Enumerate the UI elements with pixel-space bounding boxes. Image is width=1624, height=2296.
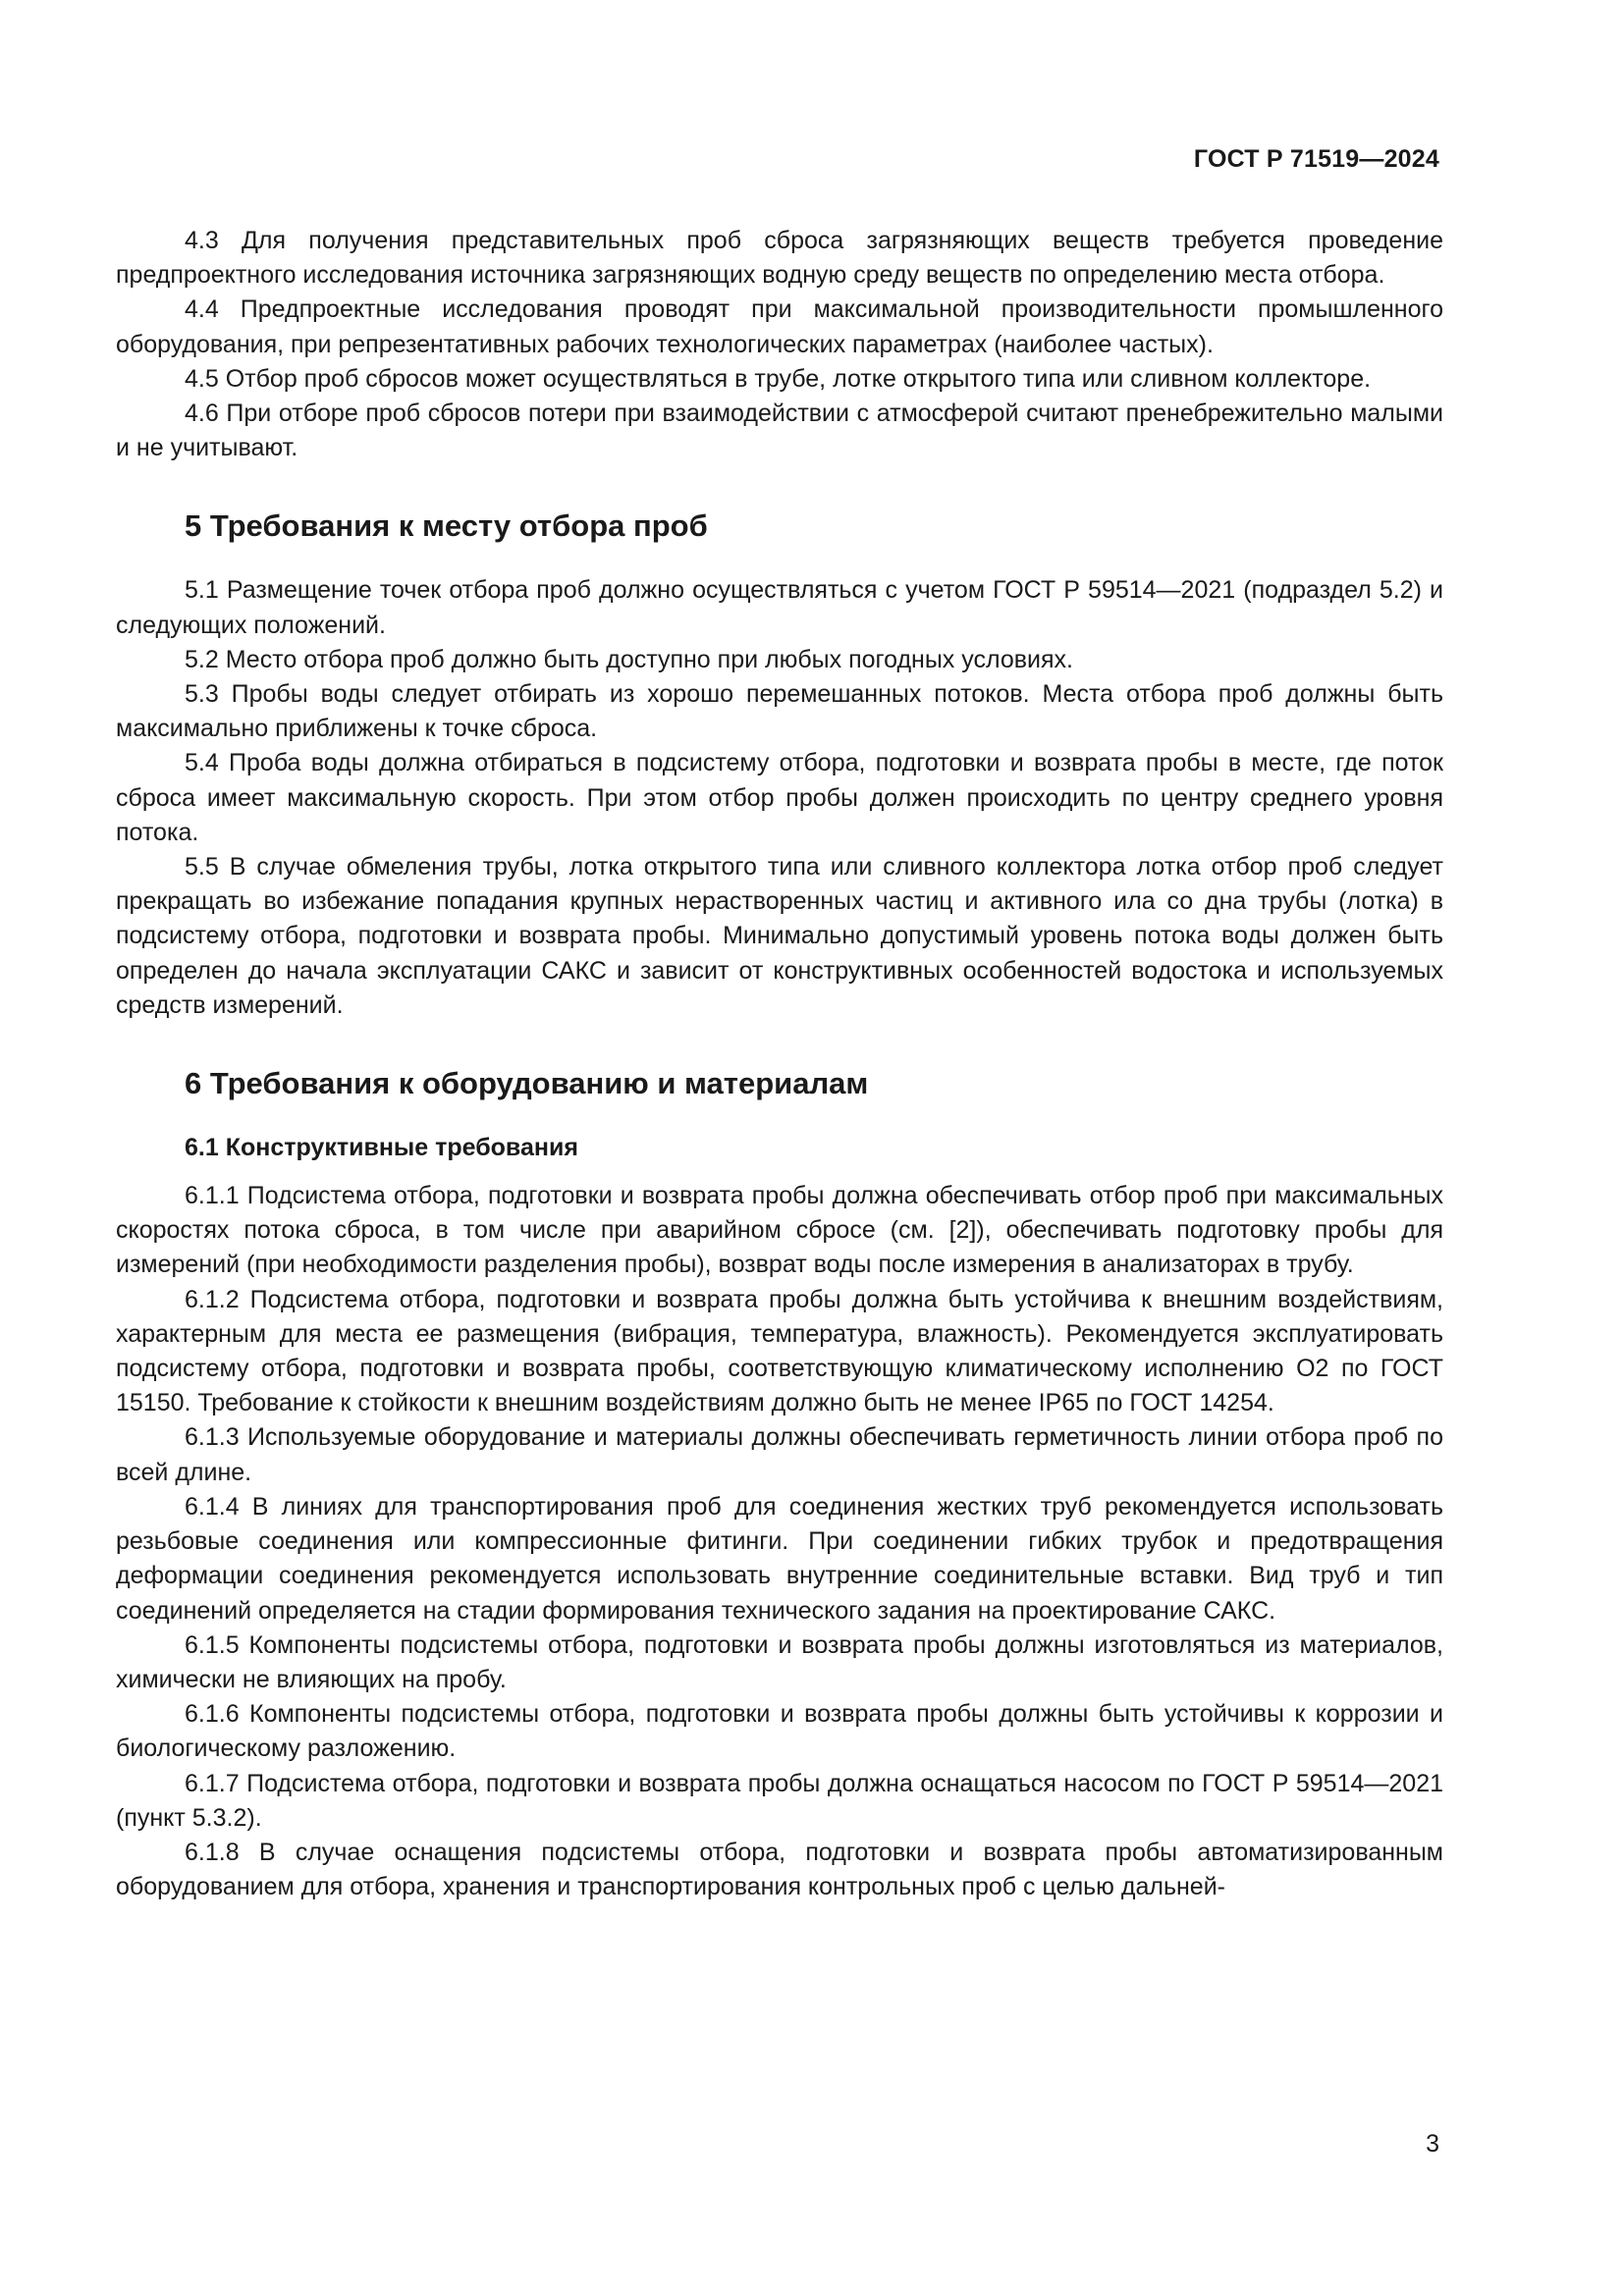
paragraph-5-5: 5.5 В случае обмеления трубы, лотка открытого типа или сливного коллектора лотка отбор проб следует прекращать во избежание попадания крупных нерастворенных частиц и активного ила со дна трубы (лотка) в подсистему отбора, подготовки и возврата пробы. Минимально допустимый уровень потока воды должен быть определен до начала эксплуатации САКС и зависит от конструктивных особенностей водостока и используемых средств измерений. xyxy=(116,853,1443,1019)
paragraph-6-1-4: 6.1.4 В линиях для транспортирования проб для соединения жестких труб рекомендуется использовать резьбовые соединения или компрессионные фитинги. При соединении гибких трубок и предотвращения деформации соединения рекомендуется использовать внутренние соединительные вставки. Вид труб и тип соединений определяется на стадии формирования технического задания на проектирование САКС. xyxy=(116,1492,1443,1625)
subsection-6-1-heading: 6.1 Конструктивные требования xyxy=(185,1134,578,1162)
paragraph-4-6: 4.6 При отборе проб сбросов потери при взаимодействии с атмосферой считают пренебрежительно малыми и не учитывают. xyxy=(116,400,1443,462)
paragraph-4-5: 4.5 Отбор проб сбросов может осуществляться в трубе, лотке открытого типа или сливном коллекторе. xyxy=(185,364,1372,393)
page-number: 3 xyxy=(1426,2130,1439,2158)
paragraph-6-1-2: 6.1.2 Подсистема отбора, подготовки и возврата пробы должна быть устойчива к внешним воздействиям, характерным для места ее размещения (вибрация, температура, влажность). Рекомендуется эксплуатировать подсистему отбора, подготовки и возврата пробы, соответствующую климатическому исполнению О2 по ГОСТ 15150. Требование к стойкости к внешним воздействиям должно быть не менее IP65 по ГОСТ 14254. xyxy=(116,1285,1443,1417)
paragraph-6-1-8: 6.1.8 В случае оснащения подсистемы отбора, подготовки и возврата пробы автоматизированным оборудованием для отбора, хранения и транспортирования контрольных проб с целью дальней- xyxy=(116,1838,1443,1901)
paragraph-5-1: 5.1 Размещение точек отбора проб должно осуществляться с учетом ГОСТ Р 59514—2021 (подраздел 5.2) и следующих положений. xyxy=(116,576,1443,639)
paragraph-6-1-1: 6.1.1 Подсистема отбора, подготовки и возврата пробы должна обеспечивать отбор проб при максимальных скоростях потока сброса, в том числе при аварийном сбросе (см. [2]), обеспечивать подготовку пробы для измерений (при необходимости разделения пробы), возврат воды после измерения в анализаторах в трубу. xyxy=(116,1182,1443,1279)
paragraph-6-1-6: 6.1.6 Компоненты подсистемы отбора, подготовки и возврата пробы должны быть устойчивы к коррозии и биологическому разложению. xyxy=(116,1700,1443,1763)
section-6-heading: 6 Требования к оборудованию и материалам xyxy=(185,1066,869,1101)
paragraph-6-1-5: 6.1.5 Компоненты подсистемы отбора, подготовки и возврата пробы должны изготовляться из материалов, химически не влияющих на пробу. xyxy=(116,1630,1443,1693)
page-content xyxy=(116,224,1443,1904)
paragraph-5-3: 5.3 Пробы воды следует отбирать из хорошо перемешанных потоков. Места отбора проб должны быть максимально приближены к точке сброса. xyxy=(116,680,1443,743)
paragraph-5-4: 5.4 Проба воды должна отбираться в подсистему отбора, подготовки и возврата пробы в месте, где поток сброса имеет максимальную скорость. При этом отбор пробы должен происходить по центру среднего уровня потока. xyxy=(116,749,1443,846)
section-5-heading: 5 Требования к месту отбора проб xyxy=(185,508,708,544)
paragraph-5-2: 5.2 Место отбора проб должно быть доступно при любых погодных условиях. xyxy=(185,645,1073,673)
paragraph-6-1-3: 6.1.3 Используемые оборудование и материалы должны обеспечивать герметичность линии отбора проб по всей длине. xyxy=(116,1423,1443,1486)
paragraph-4-3: 4.3 Для получения представительных проб сброса загрязняющих веществ требуется проведение предпроектного исследования источника загрязняющих водную среду веществ по определению места отбора. xyxy=(116,227,1443,290)
paragraph-6-1-7: 6.1.7 Подсистема отбора, подготовки и возврата пробы должна оснащаться насосом по ГОСТ Р 59514—2021 (пункт 5.3.2). xyxy=(116,1769,1443,1832)
standard-code: ГОСТ Р 71519—2024 xyxy=(1193,145,1439,173)
paragraph-4-4: 4.4 Предпроектные исследования проводят при максимальной производительности промышленного оборудования, при репрезентативных рабочих технологических параметрах (наиболее частых). xyxy=(116,295,1443,358)
